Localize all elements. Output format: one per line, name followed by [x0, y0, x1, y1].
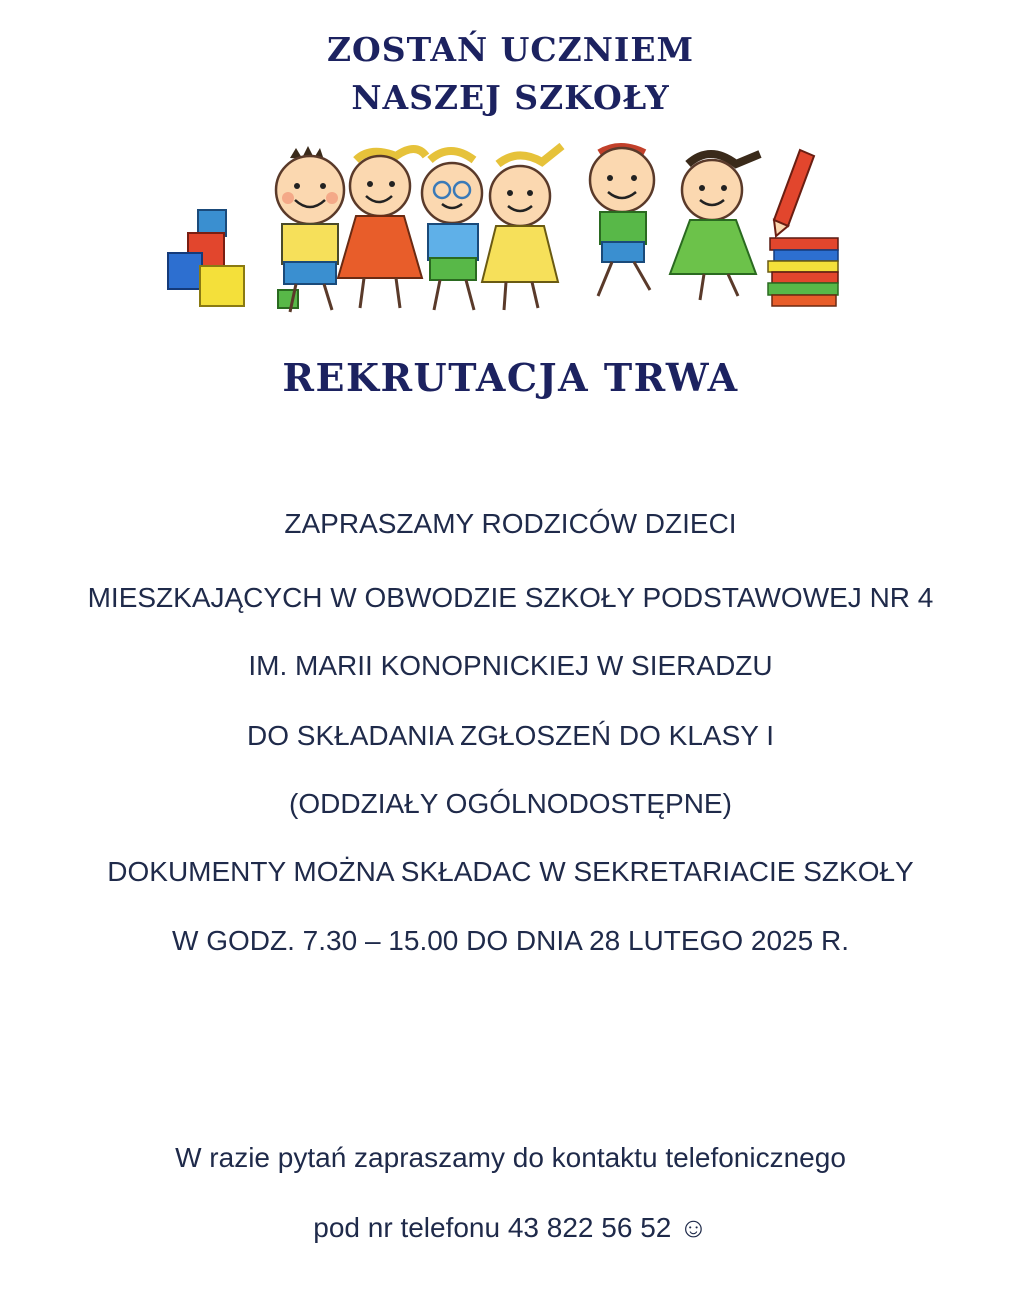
contact-line-2: pod nr telefonu 43 822 56 52 ☺ [313, 1212, 708, 1243]
info-line-7: W GODZ. 7.30 – 15.00 DO DNIA 28 LUTEGO 2025 R. [172, 925, 849, 956]
info-line-6: DOKUMENTY MOŻNA SKŁADAC W SEKRETARIACIE SZKOŁY [107, 856, 914, 887]
info-line-3: IM. MARII KONOPNICKIEJ W SIERADZU [248, 650, 773, 681]
child-figure-3 [422, 151, 482, 310]
child-figure-6 [670, 154, 760, 300]
child-figure-1 [276, 146, 344, 312]
child-figure-5 [590, 148, 654, 296]
recruitment-banner: REKRUTACJA TRWA [282, 355, 739, 400]
children-illustration [160, 138, 860, 338]
title-line-2: NASZEJ SZKOŁY [351, 78, 670, 117]
child-figure-4 [482, 146, 562, 310]
contact-line-1: W razie pytań zapraszamy do kontaktu telefonicznego [175, 1142, 846, 1173]
books-stack-icon [768, 238, 838, 306]
info-line-5: (ODDZIAŁY OGÓLNODOSTĘPNE) [289, 788, 732, 819]
child-figure-2 [338, 149, 426, 308]
info-line-1: ZAPRASZAMY RODZICÓW DZIECI [284, 508, 737, 539]
pencil-icon [774, 150, 814, 236]
info-line-4: DO SKŁADANIA ZGŁOSZEŃ DO KLASY I [247, 720, 774, 751]
info-line-2: MIESZKAJĄCYCH W OBWODZIE SZKOŁY PODSTAWOWEJ NR 4 [87, 582, 934, 613]
title-line-1: ZOSTAŃ UCZNIEM [326, 30, 695, 69]
toy-blocks-icon [168, 210, 298, 308]
